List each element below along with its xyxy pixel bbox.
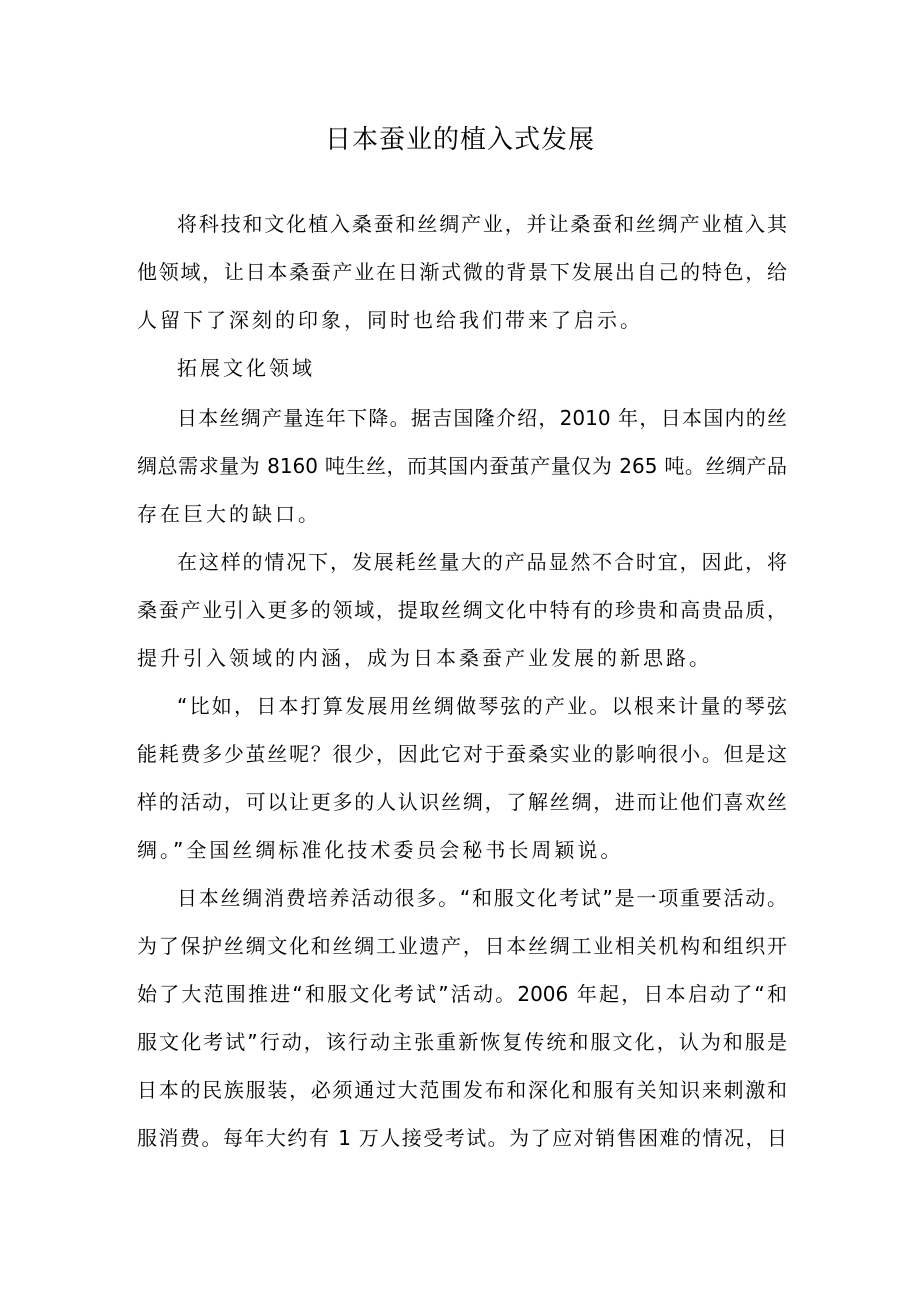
paragraph-line: 服文化考试”行动，该行动主张重新恢复传统和服文化，认为和服是 bbox=[137, 1030, 787, 1054]
paragraph-line: 将科技和文化植入桑蚕和丝绸产业，并让桑蚕和丝绸产业植入其 bbox=[177, 212, 787, 236]
paragraph-line: 样的活动，可以让更多的人认识丝绸，了解丝绸，进而让他们喜欢丝 bbox=[137, 790, 787, 814]
paragraph-line: 能耗费多少茧丝呢？很少，因此它对于蚕桑实业的影响很小。但是这 bbox=[137, 742, 787, 766]
paragraph-line: 为了保护丝绸文化和丝绸工业遗产，日本丝绸工业相关机构和组织开 bbox=[137, 934, 787, 958]
paragraph-line: 日本丝绸产量连年下降。据吉国隆介绍，2010 年，日本国内的丝 bbox=[177, 406, 787, 430]
document-title: 日本蚕业的植入式发展 bbox=[324, 125, 595, 155]
paragraph-line: 提升引入领域的内涵，成为日本桑蚕产业发展的新思路。 bbox=[137, 646, 712, 670]
paragraph-line: 桑蚕产业引入更多的领域，提取丝绸文化中特有的珍贵和高贵品质， bbox=[137, 598, 787, 622]
paragraph-line: 始了大范围推进“和服文化考试”活动。2006 年起，日本启动了“和 bbox=[137, 982, 787, 1006]
paragraph-line: 绸总需求量为 8160 吨生丝，而其国内蚕茧产量仅为 265 吨。丝绸产品 bbox=[137, 454, 787, 478]
paragraph-line: 在这样的情况下，发展耗丝量大的产品显然不合时宜，因此，将 bbox=[177, 550, 787, 574]
paragraph-line: 服消费。每年大约有 1 万人接受考试。为了应对销售困难的情况，日 bbox=[137, 1126, 787, 1150]
paragraph-line: 存在巨大的缺口。 bbox=[137, 502, 321, 526]
paragraph-line: 绸。”全国丝绸标准化技术委员会秘书长周颖说。 bbox=[137, 838, 624, 862]
paragraph-line: 他领域，让日本桑蚕产业在日渐式微的背景下发展出自己的特色，给 bbox=[137, 260, 787, 284]
paragraph-line: “比如，日本打算发展用丝绸做琴弦的产业。以根来计量的琴弦 bbox=[177, 694, 787, 718]
paragraph-line: 日本丝绸消费培养活动很多。“和服文化考试”是一项重要活动。 bbox=[177, 886, 787, 910]
section-heading: 拓展文化领域 bbox=[177, 356, 315, 380]
paragraph-line: 日本的民族服装，必须通过大范围发布和深化和服有关知识来刺激和 bbox=[137, 1078, 787, 1102]
paragraph-line: 人留下了深刻的印象，同时也给我们带来了启示。 bbox=[137, 308, 643, 332]
